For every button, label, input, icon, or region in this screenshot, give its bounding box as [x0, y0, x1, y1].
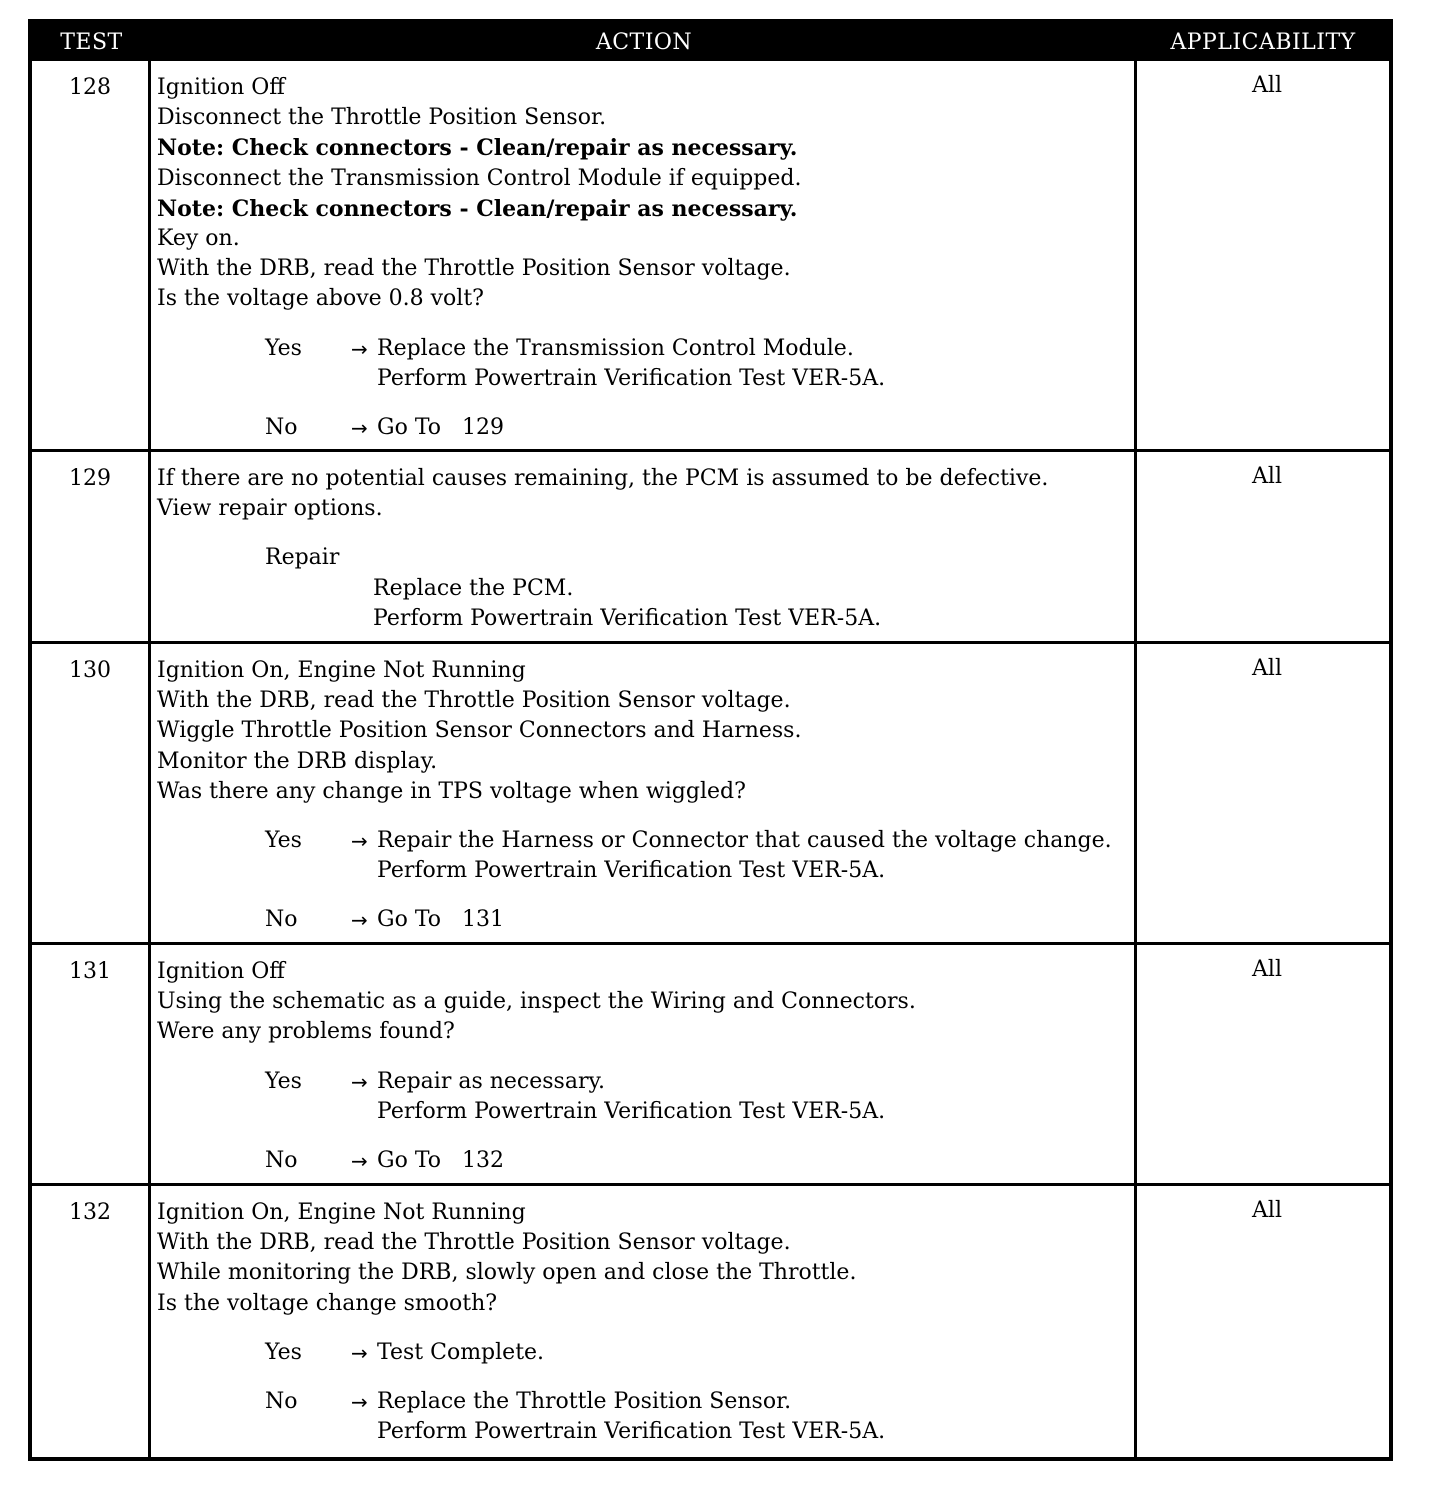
answer-result — [377, 905, 1134, 935]
test-number: 132 — [32, 1186, 151, 1457]
instruction-line: With the DRB, read the Throttle Position Sensor voltage. — [157, 688, 791, 714]
answer-label-group — [265, 905, 377, 935]
arrow-right-icon: → — [351, 829, 368, 854]
answer-label-group — [265, 826, 377, 886]
arrow-right-icon: → — [351, 1390, 368, 1415]
header-action: ACTION — [151, 23, 1137, 61]
action-cell — [151, 452, 1137, 644]
answer-result — [377, 1146, 1134, 1176]
indent — [157, 1387, 265, 1447]
instruction-line: Is the voltage above 0.8 volt? — [157, 286, 484, 312]
instruction-line: Were any problems found? — [157, 1019, 455, 1045]
arrow-right-icon: → — [351, 1340, 368, 1365]
applicability-cell: All — [1137, 452, 1389, 644]
indent — [157, 1067, 265, 1127]
indent — [157, 1146, 265, 1176]
applicability-cell: All — [1137, 61, 1389, 452]
instruction-line: Ignition On, Engine Not Running — [157, 658, 526, 683]
answer-label: No — [265, 415, 298, 441]
answer-group — [157, 1338, 1134, 1448]
answer-label: Yes — [265, 1068, 302, 1094]
result-line: Go To 129 — [377, 415, 504, 441]
test-number: 129 — [32, 452, 151, 644]
answer-no — [157, 1387, 1134, 1447]
answer-yes — [157, 334, 1134, 394]
answer-label-group — [265, 1338, 377, 1368]
answer-group — [157, 1067, 1134, 1177]
result-line: Go To 131 — [377, 907, 504, 933]
answer-label: Yes — [265, 828, 302, 854]
arrow-right-icon: → — [351, 416, 368, 441]
instruction-line: Was there any change in TPS voltage when wiggled? — [157, 778, 746, 804]
indent — [157, 334, 265, 394]
answer-result — [377, 1387, 1134, 1447]
indent — [157, 905, 265, 935]
answer-yes — [157, 826, 1134, 886]
instruction-line: If there are no potential causes remaining, the PCM is assumed to be defective. — [157, 466, 1049, 491]
result-line: Repair as necessary. — [377, 1068, 605, 1094]
answer-result — [377, 413, 1134, 443]
answer-result — [377, 826, 1134, 886]
answer-result — [377, 1067, 1134, 1127]
result-line: Perform Powertrain Verification Test VER-5A. — [377, 1098, 886, 1124]
answer-yes — [157, 1338, 1134, 1368]
answer-label-group — [265, 334, 377, 394]
action-cell — [151, 1186, 1137, 1457]
result-line: Perform Powertrain Verification Test VER-5A. — [377, 858, 886, 884]
header-applicability: APPLICABILITY — [1137, 23, 1389, 61]
answer-no — [157, 905, 1134, 935]
applicability-cell: All — [1252, 1198, 1282, 1223]
action-cell — [151, 945, 1137, 1186]
answer-no — [157, 1146, 1134, 1176]
repair-line: Perform Powertrain Verification Test VER-5A. — [373, 605, 882, 631]
result-line: Replace the Throttle Position Sensor. — [377, 1389, 792, 1415]
instruction-line: Is the voltage change smooth? — [157, 1290, 498, 1316]
instruction-line: With the DRB, read the Throttle Position Sensor voltage. — [157, 1230, 791, 1256]
arrow-right-icon: → — [351, 336, 368, 361]
result-line: Repair the Harness or Connector that caused the voltage change. — [377, 828, 1112, 854]
test-number: 130 — [32, 644, 151, 945]
answer-group — [157, 826, 1134, 936]
note-line: Note: Check connectors - Clean/repair as necessary. — [157, 195, 798, 222]
instruction-line: Disconnect the Transmission Control Module if equipped. — [157, 165, 802, 191]
answer-label-group — [265, 1146, 377, 1176]
note-line: Note: Check connectors - Clean/repair as necessary. — [157, 135, 798, 162]
instruction-line: Ignition On, Engine Not Running — [157, 1200, 526, 1225]
answer-label: Yes — [265, 335, 302, 361]
instruction-line: While monitoring the DRB, slowly open and close the Throttle. — [157, 1260, 857, 1286]
result-line: Go To 132 — [377, 1148, 504, 1174]
indent — [157, 1338, 265, 1368]
indent — [157, 413, 265, 443]
result-line: Perform Powertrain Verification Test VER-5A. — [377, 1419, 886, 1445]
applicability-cell: All — [1137, 644, 1389, 945]
arrow-right-icon: → — [351, 1149, 368, 1174]
answer-yes — [157, 1067, 1134, 1127]
answer-label-group — [265, 413, 377, 443]
instruction-line: Ignition Off — [157, 75, 285, 100]
answer-label-group — [265, 1067, 377, 1127]
instruction-line: Key on. — [157, 226, 240, 252]
instruction-line: Using the schematic as a guide, inspect the Wiring and Connectors. — [157, 989, 916, 1015]
action-cell — [151, 61, 1137, 452]
answer-label: Yes — [265, 1339, 302, 1365]
diagnostic-table — [28, 19, 1393, 1461]
repair-label: Repair — [265, 545, 340, 571]
instruction-line: Ignition Off — [157, 959, 285, 984]
answer-label: No — [265, 907, 298, 933]
answer-label: No — [265, 1148, 298, 1174]
answer-label: No — [265, 1389, 298, 1415]
arrow-right-icon: → — [351, 908, 368, 933]
answer-result — [377, 1338, 1134, 1368]
answer-no — [157, 413, 1134, 443]
result-line: Replace the Transmission Control Module. — [377, 335, 854, 361]
instruction-line: Monitor the DRB display. — [157, 748, 438, 774]
instruction-line: Wiggle Throttle Position Sensor Connectors and Harness. — [157, 718, 802, 744]
test-number: 131 — [32, 945, 151, 1186]
action-cell — [151, 644, 1137, 945]
repair-line: Replace the PCM. — [373, 575, 574, 601]
answer-group — [157, 334, 1134, 444]
instruction-line: With the DRB, read the Throttle Position Sensor voltage. — [157, 256, 791, 282]
applicability-cell: All — [1137, 945, 1389, 1186]
test-number: 128 — [32, 61, 151, 452]
indent — [157, 826, 265, 886]
answer-label-group — [265, 1387, 377, 1447]
repair-options — [157, 543, 1134, 634]
instruction-line: View repair options. — [157, 496, 383, 522]
answer-result — [377, 334, 1134, 394]
instruction-line: Disconnect the Throttle Position Sensor. — [157, 105, 607, 131]
result-line: Perform Powertrain Verification Test VER-5A. — [377, 365, 886, 391]
header-test: TEST — [32, 23, 151, 61]
result-line: Test Complete. — [377, 1339, 545, 1365]
arrow-right-icon: → — [351, 1069, 368, 1094]
